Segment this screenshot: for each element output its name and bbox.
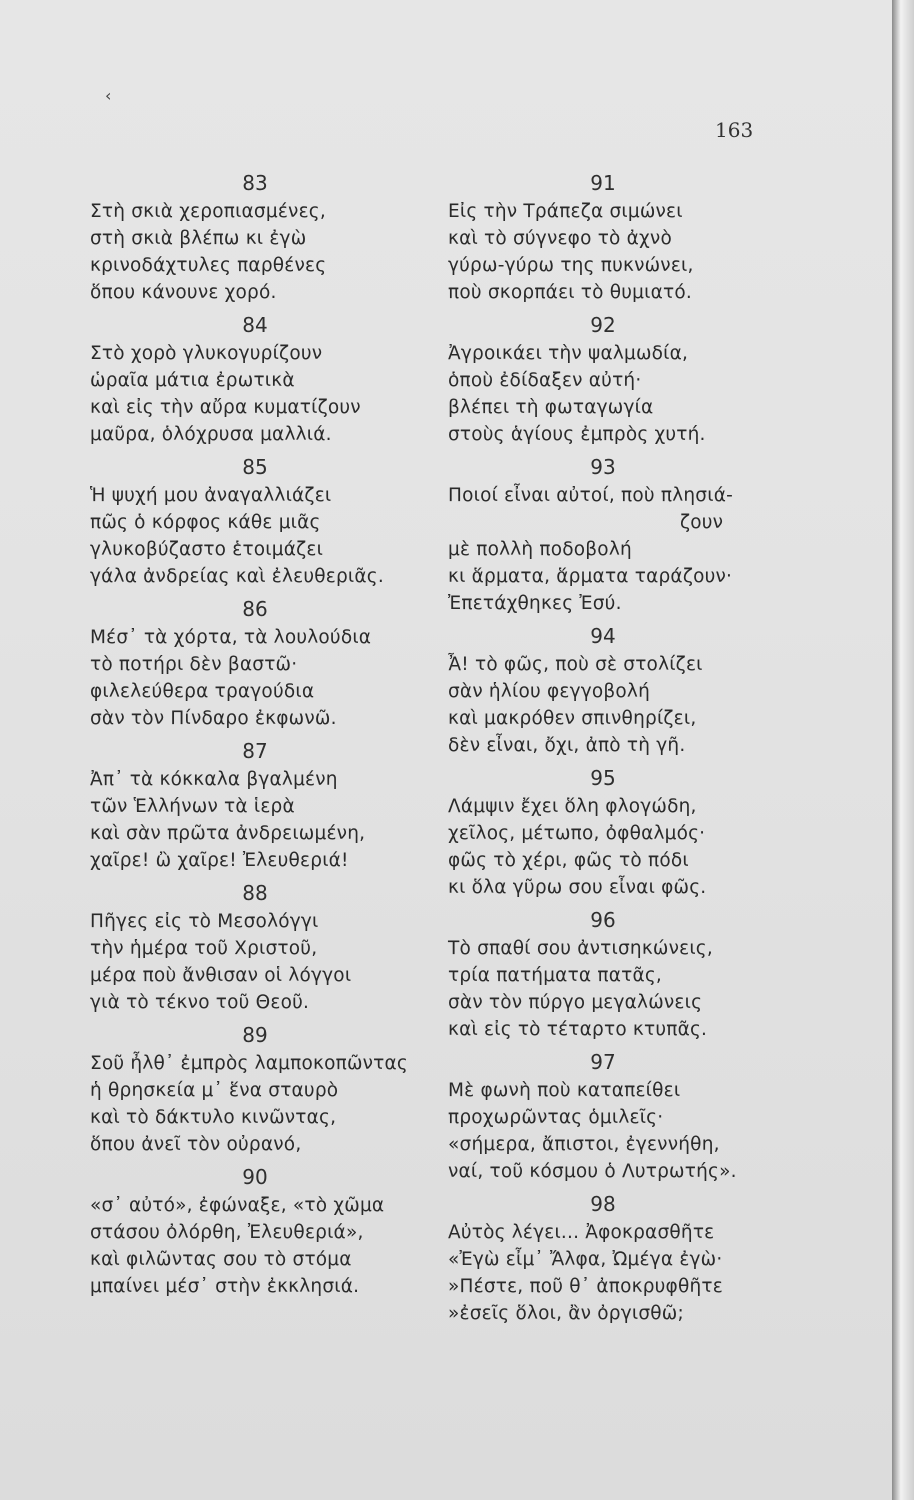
page-number: 163 xyxy=(715,118,754,142)
verse-line: Ποιοί εἶναι αὐτοί, ποὺ πλησιά- xyxy=(448,485,733,506)
stanza-number: 96 xyxy=(590,908,616,932)
stanza-number: 86 xyxy=(242,597,268,621)
verse-line: βλέπει τὴ φωταγωγία xyxy=(448,397,654,418)
verse-line: φῶς τὸ χέρι, φῶς τὸ πόδι xyxy=(448,850,689,871)
verse-line: χεῖλος, μέτωπο, ὀφθαλμός· xyxy=(448,823,706,844)
verse-line: μὲ πολλὴ ποδοβολή xyxy=(448,539,632,560)
stanza xyxy=(90,594,460,736)
stanza-number: 89 xyxy=(242,1023,268,1047)
stanza-number: 87 xyxy=(242,739,268,763)
verse-line: καὶ εἰς τὸ τέταρτο κτυπᾶς. xyxy=(448,1019,708,1040)
verse-line: Στὸ χορὸ γλυκογυρίζουν xyxy=(90,343,323,364)
verse-line: γλυκοβύζαστο ἑτοιμάζει xyxy=(90,539,324,560)
verse-line: Ἀγροικάει τὴν ψαλμωδία, xyxy=(448,343,689,364)
stanza-number: 91 xyxy=(590,171,616,195)
stanza-number: 90 xyxy=(242,1165,268,1189)
verse-line: Τὸ σπαθί σου ἀντισηκώνεις, xyxy=(448,938,713,959)
verse-line: τὸ ποτήρι δὲν βαστῶ· xyxy=(90,654,298,675)
stanza-number: 92 xyxy=(590,313,616,337)
verse-line: καὶ τὸ δάκτυλο κινῶντας, xyxy=(90,1107,337,1128)
verse-line: σὰν τὸν Πίνδαρο ἐκφωνῶ. xyxy=(90,708,337,729)
stanza xyxy=(90,736,460,878)
stanza xyxy=(448,452,818,621)
verse-line: ὅπου ἀνεῖ τὸν οὐρανό, xyxy=(90,1134,302,1155)
verse-line: ὡραῖα μάτια ἐρωτικὰ xyxy=(90,370,295,391)
stanza xyxy=(90,452,460,594)
verse-line: Ἡ ψυχή μου ἀναγαλλιάζει xyxy=(90,485,332,506)
stanza xyxy=(448,1047,818,1189)
stanza xyxy=(448,763,818,905)
stanza-number: 93 xyxy=(590,455,616,479)
verse-line: Πῆγες εἰς τὸ Μεσολόγγι xyxy=(90,911,319,932)
verse-line: καὶ μακρόθεν σπινθηρίζει, xyxy=(448,708,697,729)
verse-line: στὴ σκιὰ βλέπω κι ἐγὼ xyxy=(90,228,307,249)
stanza-number: 95 xyxy=(590,766,616,790)
stanza xyxy=(448,905,818,1047)
verse-line: ποὺ σκορπάει τὸ θυμιατό. xyxy=(448,282,692,303)
verse-line: ὁποὺ ἐδίδαξεν αὐτή· xyxy=(448,370,642,391)
verse-line: τῶν Ἑλλήνων τὰ ἱερὰ xyxy=(90,796,295,817)
verse-line: σὰν τὸν πύργο μεγαλώνεις xyxy=(448,992,703,1013)
verse-line: «Ἐγὼ εἶμ᾿ Ἄλφα, Ὠμέγα ἐγὼ· xyxy=(448,1249,723,1270)
verse-line: κρινοδάχτυλες παρθένες xyxy=(90,255,327,276)
verse-line: Μέσ᾿ τὰ χόρτα, τὰ λουλούδια xyxy=(90,627,372,648)
verse-line: δὲν εἶναι, ὄχι, ἀπὸ τὴ γῆ. xyxy=(448,735,686,756)
stanza-number: 84 xyxy=(242,313,268,337)
stanza-number: 83 xyxy=(242,171,268,195)
verse-line: ζουν xyxy=(680,512,724,533)
verse-line: Ἀπ᾿ τὰ κόκκαλα βγαλμένη xyxy=(90,769,338,790)
stanza xyxy=(90,878,460,1020)
verse-line: καὶ σὰν πρῶτα ἀνδρειωμένη, xyxy=(90,823,366,844)
verse-line: καὶ εἰς τὴν αὔρα κυματίζουν xyxy=(90,397,361,418)
right-column xyxy=(448,168,818,1331)
verse-line: γάλα ἀνδρείας καὶ ἐλευθεριᾶς. xyxy=(90,566,384,587)
verse-line: στοὺς ἁγίους ἐμπρὸς χυτή. xyxy=(448,424,706,445)
margin-mark: ‹ xyxy=(105,86,112,105)
verse-line: μαῦρα, ὁλόχρυσα μαλλιά. xyxy=(90,424,332,445)
verse-line: ἡ θρησκεία μ᾿ ἕνα σταυρὸ xyxy=(90,1080,339,1101)
verse-line: γύρω-γύρω της πυκνώνει, xyxy=(448,255,694,276)
verse-line: γιὰ τὸ τέκνο τοῦ Θεοῦ. xyxy=(90,992,310,1013)
stanza-number: 94 xyxy=(590,624,616,648)
verse-line: πῶς ὁ κόρφος κάθε μιᾶς xyxy=(90,512,321,533)
verse-line: κι ὅλα γῦρω σου εἶναι φῶς. xyxy=(448,877,707,898)
verse-line: «σήμερα, ἄπιστοι, ἐγεννήθη, xyxy=(448,1134,720,1155)
verse-line: Ἆ! τὸ φῶς, ποὺ σὲ στολίζει xyxy=(448,654,703,675)
stanza xyxy=(90,310,460,452)
verse-line: σὰν ἡλίου φεγγοβολή xyxy=(448,681,650,702)
stanza xyxy=(448,310,818,452)
stanza xyxy=(90,1020,460,1162)
verse-line: Λάμψιν ἔχει ὅλη φλογώδη, xyxy=(448,796,697,817)
stanza xyxy=(90,168,460,310)
stanza-number: 85 xyxy=(242,455,268,479)
verse-line: ὅπου κάνουνε χορό. xyxy=(90,282,277,303)
verse-line: Ἐπετάχθηκες Ἐσύ. xyxy=(448,593,622,614)
verse-line: »Πέστε, ποῦ θ᾿ ἀποκρυφθῆτε xyxy=(448,1276,723,1297)
verse-line: μέρα ποὺ ἄνθισαν οἱ λόγγοι xyxy=(90,965,352,986)
stanza-number: 88 xyxy=(242,881,268,905)
stanza-number: 98 xyxy=(590,1192,616,1216)
verse-line: Μὲ φωνὴ ποὺ καταπείθει xyxy=(448,1080,681,1101)
stanza xyxy=(448,168,818,310)
verse-line: στάσου ὀλόρθη, Ἐλευθεριά», xyxy=(90,1222,364,1243)
verse-line: προχωρῶντας ὁμιλεῖς· xyxy=(448,1107,664,1128)
left-column xyxy=(90,168,460,1304)
verse-line: καὶ τὸ σύγνεφο τὸ ἀχνὸ xyxy=(448,228,672,249)
verse-line: Αὐτὸς λέγει... Ἀφοκρασθῆτε xyxy=(448,1222,715,1243)
verse-line: τρία πατήματα πατᾶς, xyxy=(448,965,662,986)
verse-line: »ἐσεῖς ὅλοι, ἂν ὀργισθῶ; xyxy=(448,1303,684,1324)
verse-line: καὶ φιλῶντας σου τὸ στόμα xyxy=(90,1249,352,1270)
verse-line: χαῖρε! ὢ χαῖρε! Ἐλευθεριά! xyxy=(90,850,349,871)
page-edge xyxy=(892,0,914,1500)
verse-line: τὴν ἡμέρα τοῦ Χριστοῦ, xyxy=(90,938,318,959)
stanza xyxy=(90,1162,460,1304)
verse-line: φιλελεύθερα τραγούδια xyxy=(90,681,315,702)
stanza-number: 97 xyxy=(590,1050,616,1074)
verse-line: Εἰς τὴν Τράπεζα σιμώνει xyxy=(448,201,683,222)
stanza xyxy=(448,1189,818,1331)
verse-line: ναί, τοῦ κόσμου ὁ Λυτρωτής». xyxy=(448,1161,737,1182)
verse-line: μπαίνει μέσ᾿ στὴν ἐκκλησιά. xyxy=(90,1276,360,1297)
verse-line: κι ἅρματα, ἅρματα ταράζουν· xyxy=(448,566,733,587)
verse-line: Στὴ σκιὰ χεροπιασμένες, xyxy=(90,201,326,222)
stanza xyxy=(448,621,818,763)
verse-line: «σ᾿ αὐτό», ἐφώναξε, «τὸ χῶμα xyxy=(90,1195,385,1216)
verse-line: Σοῦ ἦλθ᾿ ἐμπρὸς λαμποκοπῶντας xyxy=(90,1053,408,1074)
